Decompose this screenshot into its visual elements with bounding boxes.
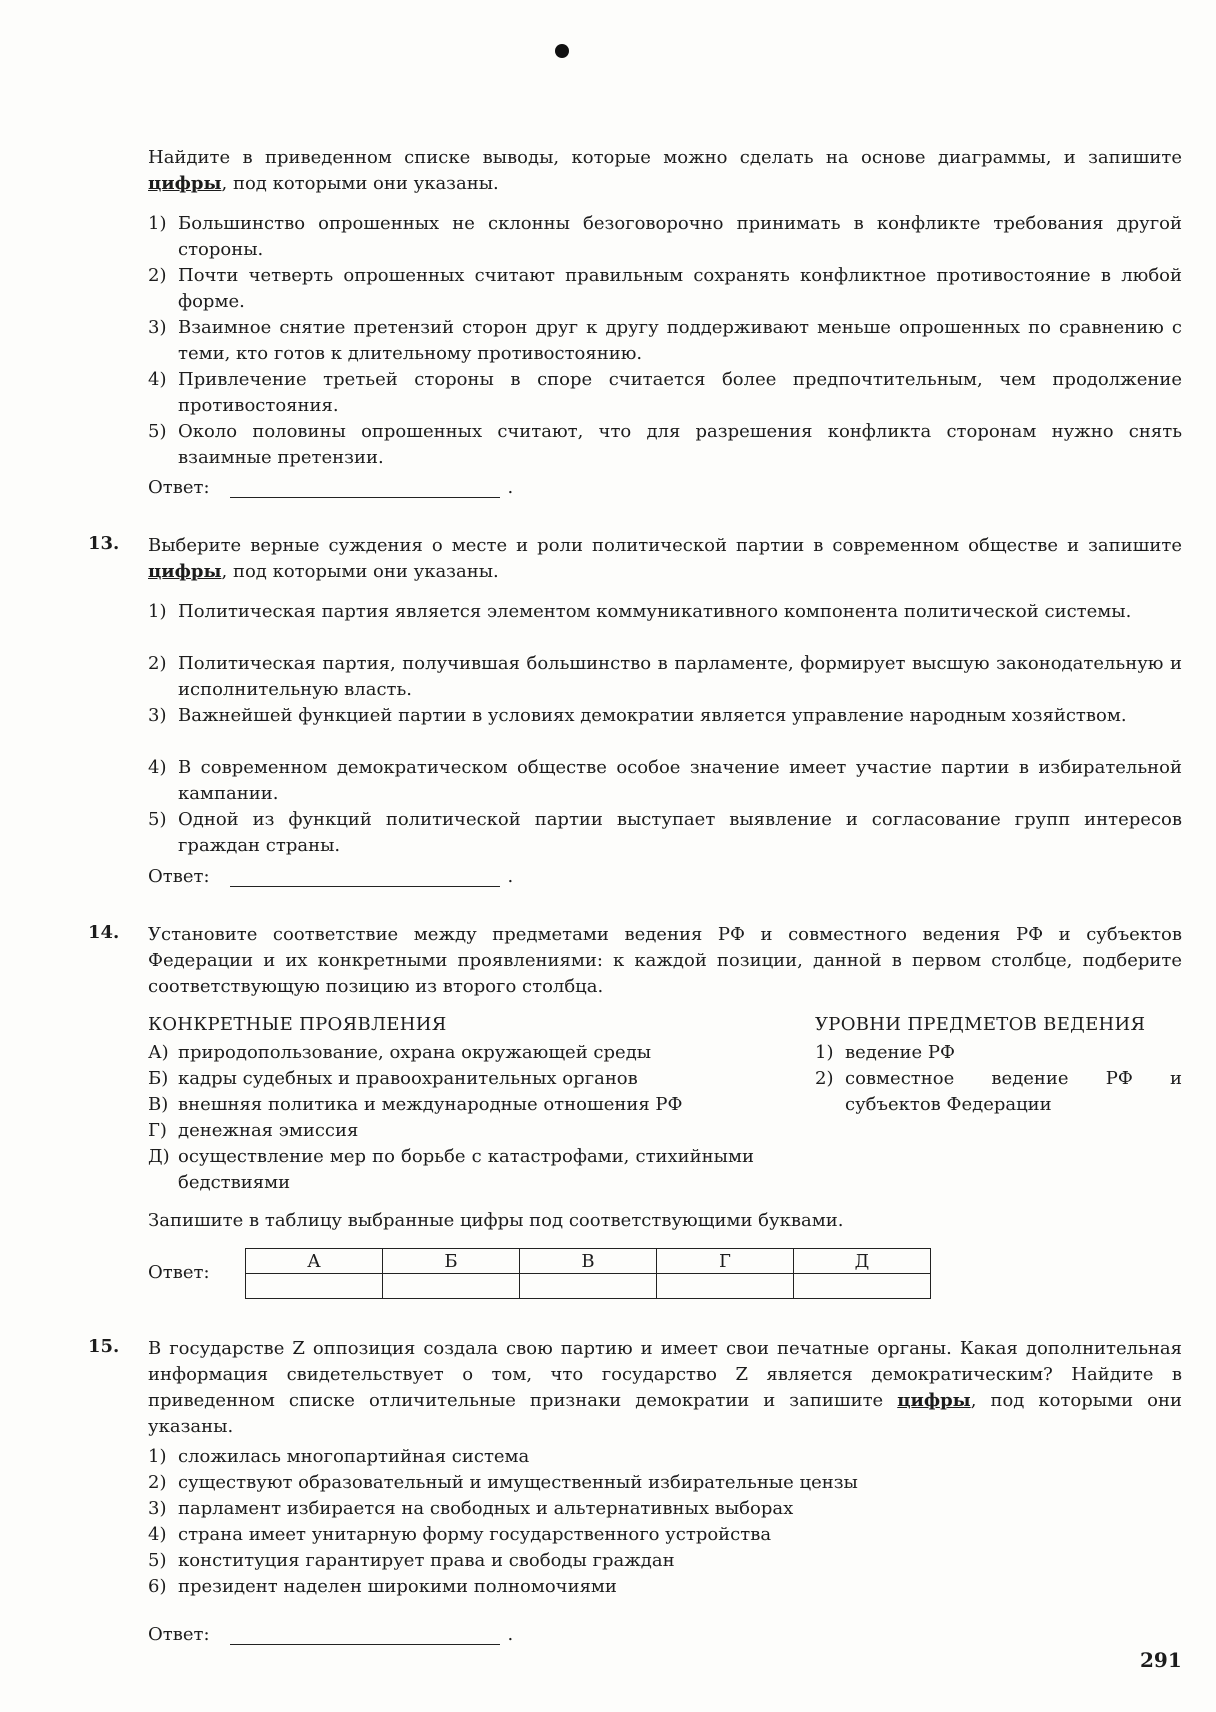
q14-left-item-v-letter: В) bbox=[148, 1094, 169, 1115]
q15-option-1 bbox=[148, 1444, 1182, 1470]
q13-option-3-num: 3) bbox=[148, 705, 167, 726]
q15-prompt-post: , под которыми они указаны. bbox=[148, 1390, 1182, 1437]
q13-prompt-post: , под которыми они указаны. bbox=[221, 561, 499, 582]
q12-option-2 bbox=[148, 263, 1182, 315]
q15-option-4 bbox=[148, 1522, 1182, 1548]
q14-left-item-v bbox=[148, 1092, 754, 1118]
q12-option-4-text: Привлечение третьей стороны в споре считается более предпочтительным, чем продолжение противостояния. bbox=[178, 369, 1182, 416]
q12-prompt-post: , под которыми они указаны. bbox=[221, 173, 499, 194]
q13-option-5-num: 5) bbox=[148, 809, 167, 830]
q14-answer-cell-a[interactable] bbox=[246, 1274, 383, 1299]
q15-option-1-text: сложилась многопартийная система bbox=[178, 1446, 530, 1467]
q13-option-1 bbox=[148, 599, 1182, 625]
q15-option-2-num: 2) bbox=[148, 1472, 167, 1493]
q14-left-item-d bbox=[148, 1144, 754, 1196]
q14-left-item-v-text: внешняя политика и международные отношения РФ bbox=[178, 1094, 683, 1115]
q13-option-3-text: Важнейшей функцией партии в условиях демократии является управление народным хозяйством. bbox=[178, 705, 1127, 726]
q12-option-4 bbox=[148, 367, 1182, 419]
q15-option-2 bbox=[148, 1470, 1182, 1496]
q12-option-3-num: 3) bbox=[148, 317, 167, 338]
q13-option-4 bbox=[148, 755, 1182, 807]
q13-number: 13. bbox=[88, 533, 120, 554]
q14-number: 14. bbox=[88, 922, 120, 943]
q15-option-1-num: 1) bbox=[148, 1446, 167, 1467]
q14-left-item-g bbox=[148, 1118, 754, 1144]
q14-left-item-b-letter: Б) bbox=[148, 1068, 169, 1089]
q15-option-3 bbox=[148, 1496, 1182, 1522]
q14-left-item-a bbox=[148, 1040, 754, 1066]
q13-option-1-num: 1) bbox=[148, 601, 167, 622]
q15-option-2-text: существуют образовательный и имущественный избирательные цензы bbox=[178, 1472, 858, 1493]
q14-right-item-2-num: 2) bbox=[815, 1068, 834, 1089]
q14-right-item-1-num: 1) bbox=[815, 1042, 834, 1063]
q12-answer-dot: . bbox=[507, 477, 514, 498]
q15-option-4-text: страна имеет унитарную форму государственного устройства bbox=[178, 1524, 772, 1545]
q14-left-item-d-letter: Д) bbox=[148, 1146, 170, 1167]
q14-answer-table-header-row bbox=[246, 1249, 931, 1274]
q13-option-5 bbox=[148, 807, 1182, 859]
q15-option-5-num: 5) bbox=[148, 1550, 167, 1571]
q12-option-5-num: 5) bbox=[148, 421, 167, 442]
q13-prompt-pre: Выберите верные суждения о месте и роли политической партии в современном обществе и запишите bbox=[148, 535, 1182, 556]
q12-answer bbox=[148, 477, 513, 498]
q12-answer-field[interactable] bbox=[230, 477, 500, 498]
q12-prompt bbox=[148, 145, 1182, 197]
q14-col-g: Г bbox=[657, 1249, 794, 1274]
q12-option-2-text: Почти четверть опрошенных считают правильным сохранять конфликтное противостояние в любой форме. bbox=[178, 265, 1182, 312]
binding-dot bbox=[555, 44, 569, 58]
q15-number: 15. bbox=[88, 1336, 120, 1357]
q14-right-item-1-text: ведение РФ bbox=[845, 1042, 955, 1063]
q15-prompt-pre: В государстве Z оппозиция создала свою партию и имеет свои печатные органы. Какая дополнительная информация свидетельствует о том, что государство Z является демократическим? Найдите в приведенном списке отличительные признаки демократии и запишите bbox=[148, 1338, 1182, 1411]
q14-right-item-1 bbox=[815, 1040, 1182, 1066]
q14-left-item-a-text: природопользование, охрана окружающей среды bbox=[178, 1042, 652, 1063]
q14-left-item-a-letter: А) bbox=[148, 1042, 169, 1063]
q13-prompt bbox=[148, 533, 1182, 585]
q15-answer-dot: . bbox=[507, 1624, 514, 1645]
q12-option-4-num: 4) bbox=[148, 369, 167, 390]
q15-answer-label: Ответ: bbox=[148, 1624, 210, 1645]
q14-col-d: Д bbox=[794, 1249, 931, 1274]
q14-left-item-g-letter: Г) bbox=[148, 1120, 167, 1141]
q15-prompt-bold: цифры bbox=[897, 1390, 971, 1411]
q14-prompt: Установите соответствие между предметами ведения РФ и совместного ведения РФ и субъектов Федерации и их конкретными проявлениями: к каждой позиции, данной в первом столбце, подберите соответствующую позицию из второго столбца. bbox=[148, 924, 1182, 997]
q13-option-3 bbox=[148, 703, 1182, 729]
q12-option-1 bbox=[148, 211, 1182, 263]
q14-col-v: В bbox=[520, 1249, 657, 1274]
q12-prompt-bold: цифры bbox=[148, 173, 222, 194]
q12-option-1-num: 1) bbox=[148, 213, 167, 234]
q13-answer-dot: . bbox=[507, 866, 514, 887]
q15-option-6-num: 6) bbox=[148, 1576, 167, 1597]
q13-option-2 bbox=[148, 651, 1182, 703]
q14-answer-table bbox=[245, 1248, 931, 1299]
q15-answer bbox=[148, 1624, 513, 1645]
q14-col-a: А bbox=[246, 1249, 383, 1274]
q14-right-header: УРОВНИ ПРЕДМЕТОВ ВЕДЕНИЯ bbox=[815, 1014, 1146, 1035]
q15-prompt bbox=[148, 1336, 1182, 1440]
q14-right-item-2-text: совместное ведение РФ и субъектов Федерации bbox=[845, 1068, 1182, 1115]
q14-answer-table-input-row bbox=[246, 1274, 931, 1299]
q13-prompt-bold: цифры bbox=[148, 561, 222, 582]
q14-answer-label: Ответ: bbox=[148, 1262, 210, 1283]
q14-left-item-b bbox=[148, 1066, 754, 1092]
q14-col-b: Б bbox=[383, 1249, 520, 1274]
q15-option-3-text: парламент избирается на свободных и альтернативных выборах bbox=[178, 1498, 794, 1519]
q15-option-5 bbox=[148, 1548, 1182, 1574]
q13-option-2-text: Политическая партия, получившая большинство в парламенте, формирует высшую законодательную и исполнительную власть. bbox=[178, 653, 1182, 700]
q14-left-item-g-text: денежная эмиссия bbox=[178, 1120, 359, 1141]
q14-left-item-d-text: осуществление мер по борьбе с катастрофами, стихийными бедствиями bbox=[178, 1146, 754, 1193]
q13-option-4-num: 4) bbox=[148, 757, 167, 778]
q15-answer-field[interactable] bbox=[230, 1624, 500, 1645]
q15-option-6 bbox=[148, 1574, 1182, 1600]
q14-left-header: КОНКРЕТНЫЕ ПРОЯВЛЕНИЯ bbox=[148, 1014, 447, 1035]
q13-answer bbox=[148, 866, 513, 887]
q13-option-2-num: 2) bbox=[148, 653, 167, 674]
q15-option-5-text: конституция гарантирует права и свободы граждан bbox=[178, 1550, 675, 1571]
q14-instruction: Запишите в таблицу выбранные цифры под соответствующими буквами. bbox=[148, 1210, 844, 1231]
q14-answer-cell-b[interactable] bbox=[383, 1274, 520, 1299]
q13-answer-label: Ответ: bbox=[148, 866, 210, 887]
q13-option-4-text: В современном демократическом обществе особое значение имеет участие партии в избирательной кампании. bbox=[178, 757, 1182, 804]
page-number: 291 bbox=[1140, 1648, 1182, 1672]
q14-answer-cell-d[interactable] bbox=[794, 1274, 931, 1299]
q15-option-4-num: 4) bbox=[148, 1524, 167, 1545]
q13-answer-field[interactable] bbox=[230, 866, 500, 887]
q14-right-item-2 bbox=[815, 1066, 1182, 1118]
q12-prompt-pre: Найдите в приведенном списке выводы, которые можно сделать на основе диаграммы, и запишите bbox=[148, 147, 1182, 168]
q12-answer-label: Ответ: bbox=[148, 477, 210, 498]
q12-option-5 bbox=[148, 419, 1182, 471]
q14-left-item-b-text: кадры судебных и правоохранительных органов bbox=[178, 1068, 638, 1089]
q15-option-6-text: президент наделен широкими полномочиями bbox=[178, 1576, 617, 1597]
q12-option-1-text: Большинство опрошенных не склонны безоговорочно принимать в конфликте требования другой стороны. bbox=[178, 213, 1182, 260]
q15-option-3-num: 3) bbox=[148, 1498, 167, 1519]
q12-option-2-num: 2) bbox=[148, 265, 167, 286]
q13-option-5-text: Одной из функций политической партии выступает выявление и согласование групп интересов граждан страны. bbox=[178, 809, 1182, 856]
q14-answer-cell-v[interactable] bbox=[520, 1274, 657, 1299]
q12-option-3 bbox=[148, 315, 1182, 367]
q12-option-5-text: Около половины опрошенных считают, что для разрешения конфликта сторонам нужно снять взаимные претензии. bbox=[178, 421, 1182, 468]
q14-answer-cell-g[interactable] bbox=[657, 1274, 794, 1299]
q12-option-3-text: Взаимное снятие претензий сторон друг к другу поддерживают меньше опрошенных по сравнению с теми, кто готов к длительному противостоянию. bbox=[178, 317, 1182, 364]
q13-option-1-text: Политическая партия является элементом коммуникативного компонента политической системы. bbox=[178, 601, 1132, 622]
